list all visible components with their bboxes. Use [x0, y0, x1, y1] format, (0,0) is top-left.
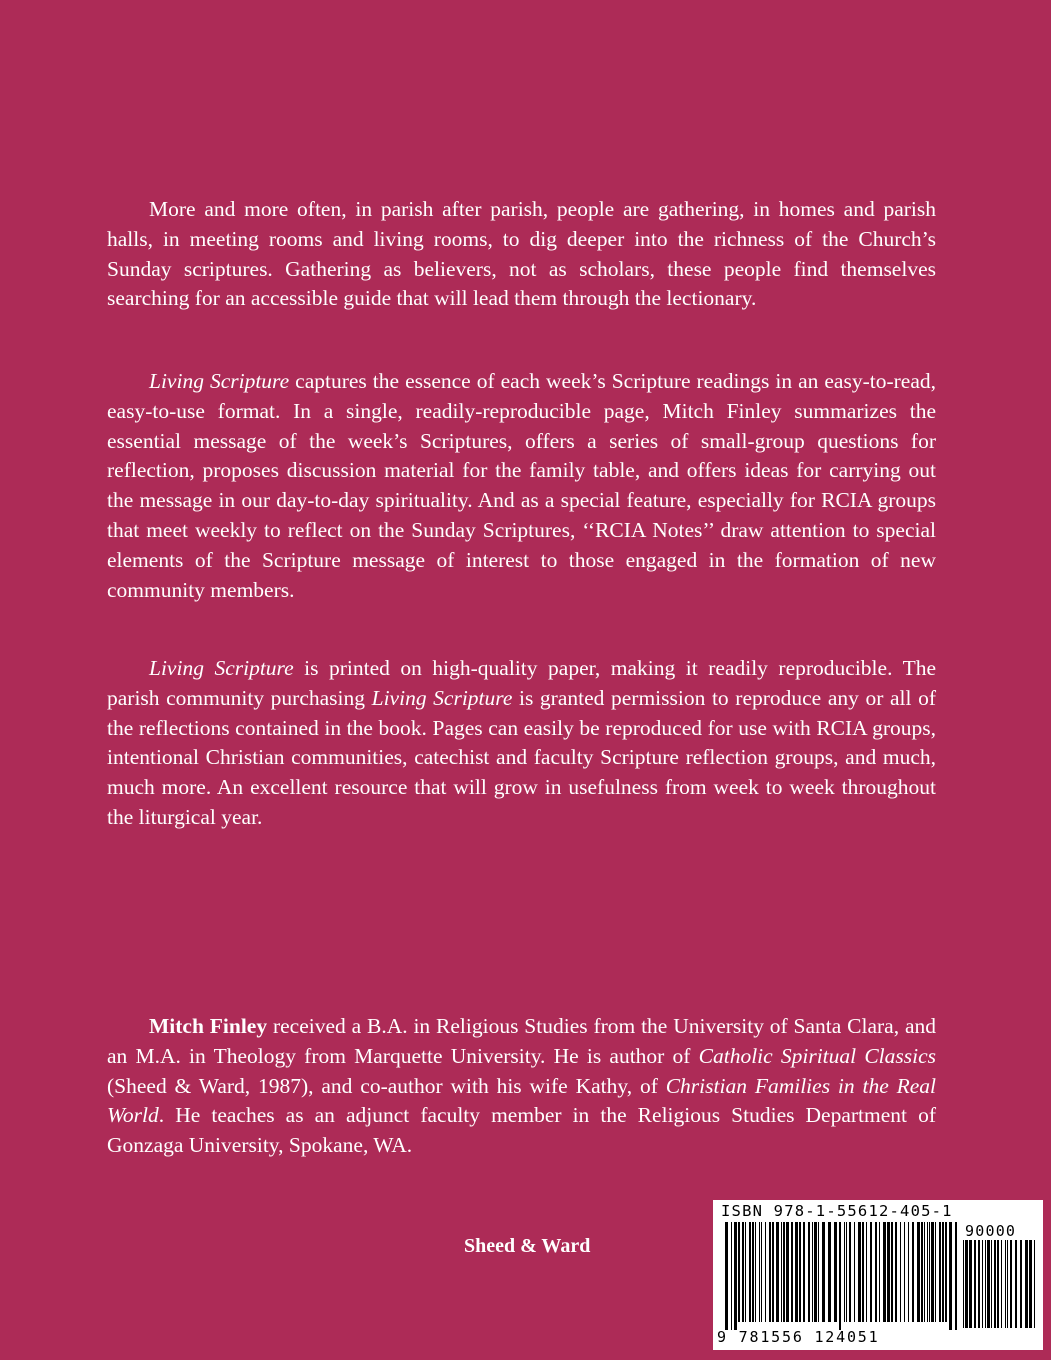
book-title: Living Scripture [149, 656, 294, 680]
ean-barcode-bars [725, 1222, 957, 1330]
barcode-bar [839, 1222, 841, 1330]
barcode-bar [749, 1222, 751, 1322]
barcode-bar [799, 1222, 801, 1322]
barcode-bar [935, 1222, 936, 1322]
price-addon-text: 90000 [965, 1222, 1017, 1240]
barcode-bar [783, 1222, 785, 1322]
barcode-bar [955, 1222, 957, 1330]
barcode-bar [908, 1222, 909, 1322]
barcode-bar [895, 1222, 897, 1322]
barcode-bar [752, 1222, 754, 1322]
barcode-bar [781, 1222, 782, 1322]
barcode-bar [870, 1222, 872, 1322]
barcode-bar [1025, 1240, 1028, 1328]
barcode-bar [924, 1222, 925, 1322]
barcode-bar [994, 1240, 996, 1328]
barcode-bar [883, 1222, 886, 1322]
publisher-name: Sheed & Ward [464, 1235, 591, 1257]
author-bio-text-b: (Sheed & Ward, 1987), and co-author with his wife Kathy, of [107, 1073, 666, 1098]
barcode-bar [731, 1222, 732, 1330]
barcode-bar [945, 1222, 947, 1322]
barcode-bar [985, 1240, 986, 1328]
barcode-bar [1005, 1240, 1006, 1328]
barcode-bar [1010, 1240, 1012, 1328]
barcode-bar [862, 1222, 864, 1322]
barcode-bar [846, 1222, 847, 1322]
barcode-bar [803, 1222, 805, 1322]
barcode-bar [879, 1222, 880, 1322]
author-bio-text-c: . He teaches as an adjunct faculty member in the Religious Studies Department of Gonzaga University, Spokane, WA. [107, 1103, 936, 1158]
barcode-bar [891, 1222, 893, 1322]
barcode-bar [812, 1222, 813, 1322]
barcode-bar [742, 1222, 744, 1322]
barcode-bar [858, 1222, 861, 1322]
isbn-text: ISBN 978-1-55612-405-1 [721, 1202, 953, 1220]
barcode-bar [991, 1240, 992, 1328]
barcode-bar [931, 1222, 934, 1322]
barcode-bar [969, 1240, 972, 1328]
barcode-bar [755, 1222, 756, 1322]
blurb-paragraph-2 [107, 367, 936, 605]
barcode-bar [927, 1222, 928, 1322]
barcode-bar [982, 1240, 983, 1328]
barcode-bar [818, 1222, 819, 1322]
barcode-bar [1015, 1240, 1017, 1328]
author-book-title: Catholic Spiritual Classics [698, 1043, 936, 1068]
barcode-bar [912, 1222, 914, 1322]
author-bio-text-a: received a B.A. in Religious Studies from the University of Santa Clara, and an M.A. in Theology from Marquette University. He is author of [107, 1014, 936, 1068]
barcode-bar [828, 1222, 831, 1322]
barcode-bar [1034, 1240, 1035, 1328]
barcode-bar [921, 1222, 923, 1322]
barcode-bar [963, 1240, 964, 1328]
barcode-bar [786, 1222, 789, 1322]
barcode-bar [1007, 1240, 1008, 1328]
barcode-bar [900, 1222, 901, 1322]
addon-barcode-bars [963, 1240, 1037, 1328]
ean-number-text: 9 781556 124051 [717, 1328, 880, 1346]
barcode-bar [1020, 1240, 1022, 1328]
author-name: Mitch Finley [149, 1014, 268, 1038]
barcode-bar [738, 1222, 740, 1322]
blurb-paragraph-1-text: More and more often, in parish after parish, people are gathering, in homes and parish halls, in meeting rooms and living rooms, to dig deeper into the richness of the Church’s Sunday scriptures. Gathering as believers, not as scholars, these people find themselves searching for an accessible guide that will lead them through the lectionary. [107, 197, 936, 311]
barcode-bar [1001, 1240, 1002, 1328]
blurb-paragraph-3-text-b: is granted permission to reproduce any or all of the reflections contained in the book. Pages can easily be reproduced for use with RCIA groups, intentional Christian communities, catechist and faculty Scripture reflection groups, and much, much more. An excellent resource that will grow in usefulness from week to week throughout the liturgical year. [107, 685, 936, 829]
barcode-bar [834, 1222, 837, 1322]
barcode-bar [917, 1222, 920, 1322]
barcode-bar [929, 1222, 930, 1322]
barcode-bar [875, 1222, 877, 1322]
barcode-bar [808, 1222, 810, 1322]
barcode-bar [844, 1222, 845, 1322]
barcode-bar [978, 1240, 980, 1328]
barcode-bar [745, 1222, 746, 1322]
barcode-bar [814, 1222, 817, 1322]
isbn-barcode [713, 1200, 1043, 1350]
barcode-bar [974, 1240, 976, 1328]
barcode-bar [887, 1222, 890, 1322]
barcode-bar [734, 1222, 737, 1330]
barcode-bar [759, 1222, 760, 1322]
barcode-bar [904, 1222, 905, 1322]
barcode-bar [795, 1222, 798, 1322]
barcode-bar [772, 1222, 774, 1322]
barcode-bar [765, 1222, 766, 1322]
author-bio [107, 1012, 936, 1161]
barcode-bar [854, 1222, 855, 1322]
barcode-bar [942, 1222, 944, 1322]
barcode-bar [997, 1240, 999, 1328]
blurb-paragraph-3 [107, 654, 936, 833]
barcode-bar [1029, 1240, 1032, 1328]
barcode-bar [965, 1240, 968, 1328]
barcode-bar [849, 1222, 851, 1322]
barcode-bar [791, 1222, 793, 1322]
barcode-bar [761, 1222, 762, 1322]
blurb-paragraph-3-text-a: is printed on high-quality paper, making it readily reproducible. The parish community purchasing [107, 656, 936, 710]
barcode-bar [776, 1222, 779, 1322]
barcode-bar [725, 1222, 728, 1330]
barcode-bar [949, 1222, 952, 1330]
barcode-bar [822, 1222, 825, 1322]
blurb-paragraph-2-text: captures the essence of each week’s Scripture readings in an easy-to-read, easy-to-use format. In a single, readily-reproducible page, Mitch Finley summarizes the essential message of the week’s Scriptures, offers a series of small-group questions for reflection, proposes discussion material for the family table, and offers ideas for carrying out the message in our day-to-day spirituality. And as a special feature, especially for RCIA groups that meet weekly to reflect on the Sunday Scriptures, ‘‘RCIA Notes’’ draw attention to special elements of the Scripture message of interest to those engaged in the formation of new community members. [107, 369, 936, 602]
book-title: Living Scripture [149, 369, 290, 393]
barcode-bar [939, 1222, 941, 1322]
book-title: Living Scripture [371, 685, 513, 710]
barcode-bar [987, 1240, 990, 1328]
blurb-paragraph-1 [107, 195, 936, 314]
barcode-bar [769, 1222, 771, 1322]
barcode-bar [866, 1222, 867, 1322]
author-book-title: Christian Families in the Real World [107, 1073, 936, 1128]
